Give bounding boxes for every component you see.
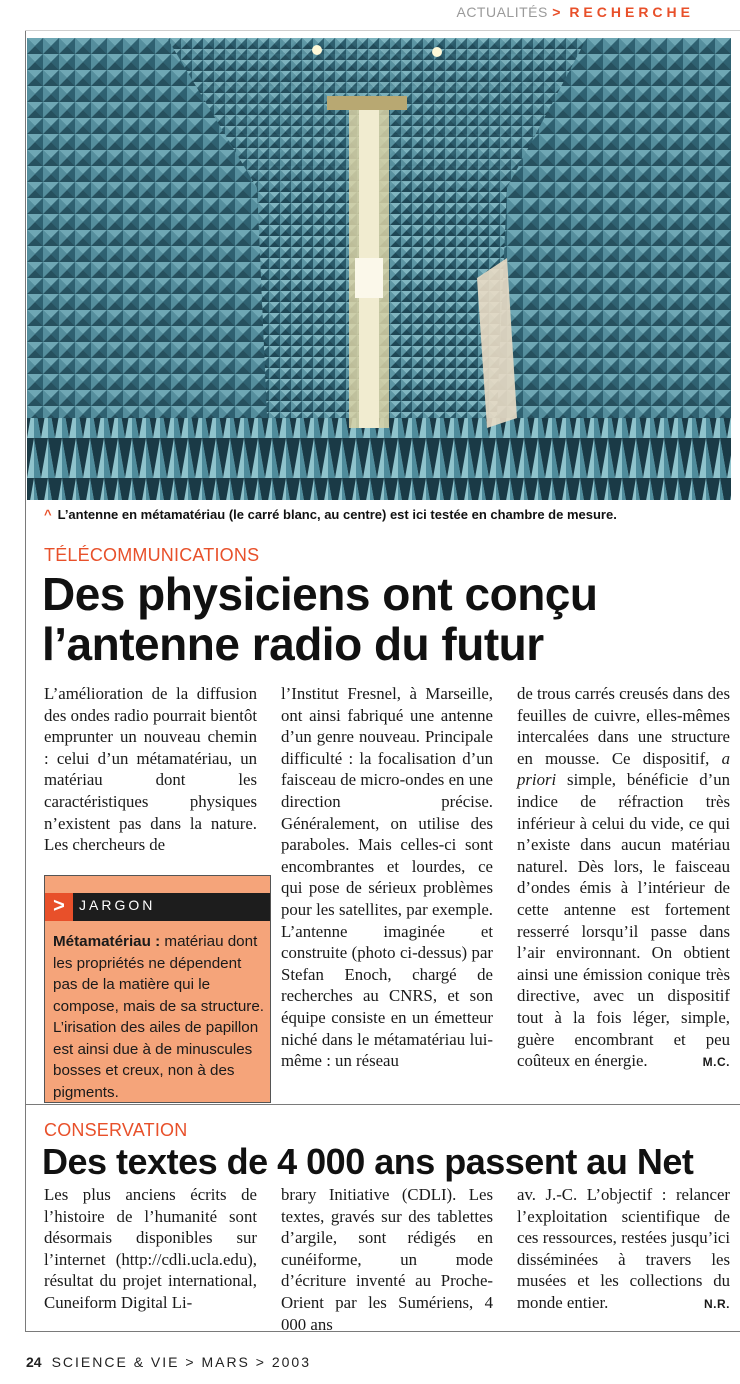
- italic-phrase: a priori: [517, 748, 730, 790]
- article-divider: [25, 1104, 740, 1105]
- article2-rubric: CONSERVATION: [44, 1120, 188, 1140]
- column-text: [517, 683, 730, 1072]
- headline-line-2: l’antenne radio du futur: [42, 618, 544, 670]
- separator: >: [552, 4, 561, 20]
- page-footer: [26, 1354, 311, 1370]
- jargon-title: JARGON: [79, 897, 156, 913]
- jargon-box: [44, 875, 271, 1103]
- column-text: l’Institut Fresnel, à Marseille, ont ainsi fabriqué une antenne d’un genre nouveau. Principale difficulté : la focalisation d’un faisceau de micro-ondes en une direction précise. Généralement, on utilise des paraboles. Mais celles-ci sont encombrantes et lourdes, ce qui pose de sérieux problèmes pour les satellites, par exemple. L’antenne imaginée et construite (photo ci-dessus) par Stefan Enoch, chargé de recherches au CNRS, et son équipe consiste en un émetteur niché dans le métamatériau lui-même : un réseau: [281, 684, 493, 1071]
- jargon-definition: [53, 931, 265, 1103]
- article1-column-2: [281, 683, 493, 1072]
- running-header: [456, 4, 694, 20]
- headline-line-1: Des physiciens ont conçu: [42, 568, 598, 620]
- column-text: [517, 1184, 730, 1314]
- article2-signature: N.R.: [704, 1296, 730, 1311]
- subsection-label: RECHERCHE: [569, 4, 694, 20]
- caption-marker: ^: [44, 507, 52, 522]
- chamber-illustration: [27, 38, 731, 500]
- caption-text: L’antenne en métamatériau (le carré blanc, au centre) est ici testée en chambre de mesure.: [57, 507, 617, 522]
- column-text: brary Initiative (CDLI). Les textes, gravés sur des tablettes d’argile, sont rédigés en cunéiforme, un mode d’écriture inventé au Proche-Orient par les Sumériens, 4 000 ans: [281, 1185, 493, 1334]
- jargon-definition-text: matériau dont les propriétés ne dépendent pas de la matière qui le compose, mais de sa structure. L’irisation des ailes de papillon est ainsi due à de minuscules bosses et creux, non à des pigments.: [53, 933, 265, 1101]
- page-number: 24: [26, 1354, 42, 1370]
- article1-column-3: [517, 683, 730, 1074]
- column-text-part-2: simple, bénéficie d’un indice de réfraction très inférieur à celui du vide, ce qui n’existe dans aucun matériau naturel. Dès lors, le faisceau d’ondes émis à l’intérieur de cette antenne est fortement resserré lorsqu’il passe dans l’air environnant. On obtient ainsi une émission conique très directive, avec un dispositif tout à la fois léger, simple, guère encombrant et peu coûteux en énergie.: [517, 770, 730, 1071]
- article1-headline: [42, 569, 597, 669]
- jargon-term: Métamatériau :: [53, 933, 161, 950]
- article1-signature: M.C.: [702, 1055, 730, 1070]
- article1-column-1: [44, 683, 257, 856]
- left-rule: [25, 30, 26, 1332]
- column-text: Les plus anciens écrits de l’histoire de l’humanité sont désormais disponibles sur l’internet (http://cdli.ucla.edu), résultat du projet international, Cuneiform Digital Li-: [44, 1185, 257, 1312]
- chevron-icon: >: [45, 893, 73, 921]
- article2-headline: Des textes de 4 000 ans passent au Net: [42, 1141, 694, 1182]
- anechoic-chamber-photo: [27, 38, 731, 500]
- section-label: ACTUALITÉS: [456, 4, 548, 20]
- column-text-body: av. J.-C. L’objectif : relancer l’exploitation scientifique de ces ressources, restées jusqu’ici disséminées à travers les musées et les collections du monde entier.: [517, 1185, 730, 1312]
- article2-column-3: [517, 1184, 730, 1316]
- column-text: L’amélioration de la diffusion des ondes radio pourrait bientôt emprunter un nouveau chemin : celui d’un métamatériau, un matériau dont les caractéristiques physiques n’existent pas dans la nature. Les chercheurs de: [44, 684, 257, 855]
- photo-caption: [44, 507, 734, 522]
- article1-rubric: TÉLÉCOMMUNICATIONS: [44, 545, 260, 565]
- left-rule-top: [25, 30, 740, 31]
- column-text-part-1: de trous carrés creusés dans des feuilles de cuivre, elles-mêmes intercalées dans une structure en mousse. Ce dispositif,: [517, 684, 730, 768]
- footer-text: SCIENCE & VIE > MARS > 2003: [51, 1354, 311, 1370]
- article2-column-1: [44, 1184, 257, 1314]
- article2-column-2: [281, 1184, 493, 1335]
